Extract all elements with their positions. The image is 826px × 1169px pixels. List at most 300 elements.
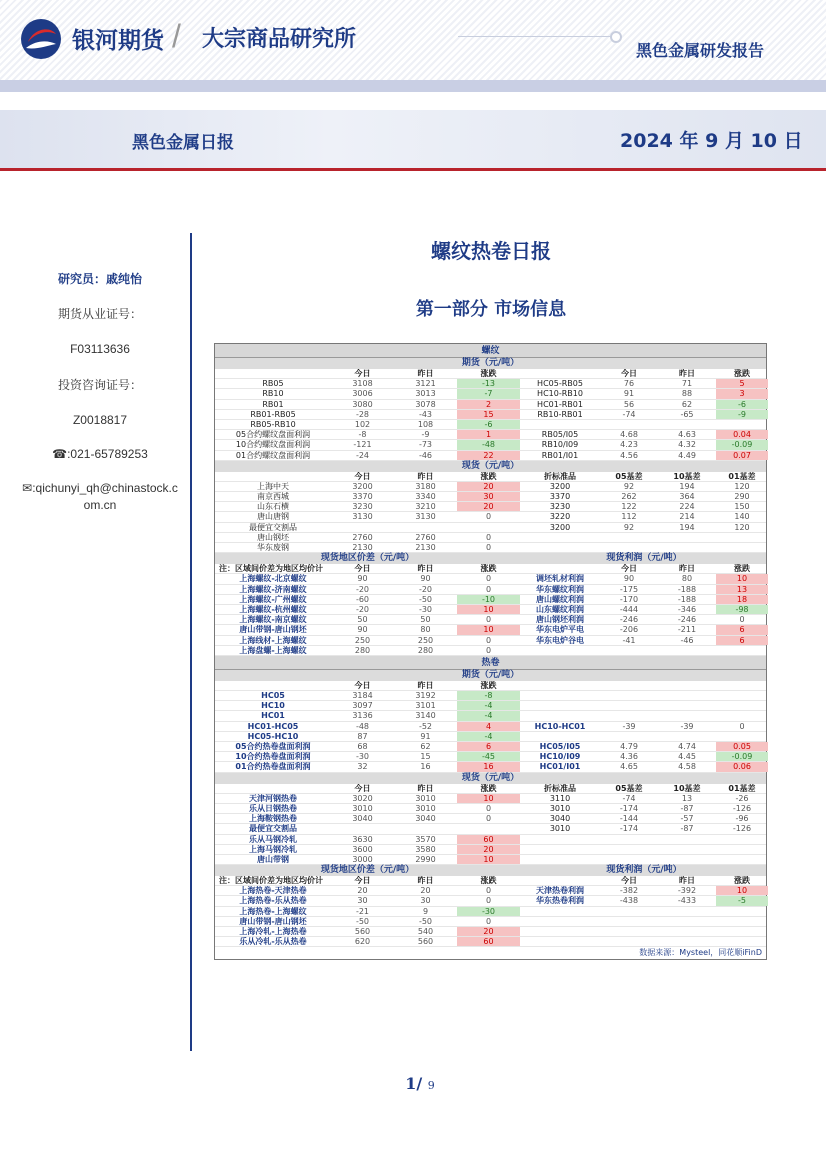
cell-value: -65 xyxy=(680,409,694,419)
table-row xyxy=(215,937,766,947)
header-row: 注：区域间价差为地区均价计 今日 昨日 涨跌 今日 昨日 涨跌 xyxy=(215,564,766,574)
cell-value: -8 xyxy=(457,691,520,700)
row-label: 乐从冷轧-乐从热卷 xyxy=(239,937,307,947)
cell-value: 4.45 xyxy=(678,752,696,762)
cell-value: 3006 xyxy=(352,389,373,399)
row-label: 上海盘螺-上海螺纹 xyxy=(239,645,307,655)
cell-value xyxy=(658,835,716,844)
row-label xyxy=(520,907,600,916)
rebar-spot-rows xyxy=(215,482,766,553)
cell-value: 3200 xyxy=(352,481,373,491)
cell-value xyxy=(658,937,716,946)
cell-value xyxy=(600,533,658,542)
table-row xyxy=(215,762,766,772)
cell-value: 122 xyxy=(621,502,637,512)
cell-value: 280 xyxy=(354,645,371,655)
vertical-divider xyxy=(190,233,192,1051)
cell-value xyxy=(658,907,716,916)
cell-value xyxy=(716,646,768,655)
section-hc-spread-profit: 现货地区价差（元/吨） 现货利润（元/吨） xyxy=(215,865,766,876)
cell-value: 0 xyxy=(485,574,492,584)
cell-value: -170 xyxy=(619,594,639,604)
cell-value: -74 xyxy=(622,409,636,419)
cell-value: 10 xyxy=(457,625,520,634)
cell-value xyxy=(600,835,658,844)
cell-value: -4 xyxy=(457,701,520,710)
cell-value: 15 xyxy=(457,410,520,419)
cell-value: 10 xyxy=(716,886,768,895)
row-label: 上海冷轧-上海热卷 xyxy=(239,927,307,936)
row-label: HC10 xyxy=(261,701,285,711)
row-label: 华东热卷利润 xyxy=(536,896,584,906)
cell-value: 90 xyxy=(357,625,368,635)
row-label: 3010 xyxy=(549,803,571,813)
cell-value xyxy=(716,543,768,552)
cell-value: 15 xyxy=(420,752,431,762)
cell-value: -60 xyxy=(355,594,370,604)
cell-value: 280 xyxy=(417,645,434,655)
table-row xyxy=(215,512,766,522)
cell-value: 3192 xyxy=(415,691,436,701)
cell-value xyxy=(600,420,658,429)
cell-value: 50 xyxy=(420,615,431,625)
row-label xyxy=(520,691,600,700)
cell-value: 3210 xyxy=(415,502,436,512)
table-row xyxy=(215,523,766,533)
cell-value: 6 xyxy=(716,636,768,645)
cell-value: -20 xyxy=(418,584,433,594)
cell-value: 2760 xyxy=(415,532,436,542)
row-label: 上海中天 xyxy=(257,481,289,491)
hc-spot-rows xyxy=(215,794,766,865)
row-label: RB01 xyxy=(262,399,284,409)
table-row xyxy=(215,595,766,605)
table-row xyxy=(215,691,766,701)
cell-value: -28 xyxy=(355,409,370,419)
cell-value: -46 xyxy=(418,450,433,460)
row-label xyxy=(520,937,600,946)
cell-value xyxy=(600,927,658,936)
cell-value: 0.05 xyxy=(716,742,768,751)
cell-value: 10 xyxy=(457,794,520,803)
cell-value: 3078 xyxy=(415,399,436,409)
cell-value xyxy=(658,420,716,429)
table-row xyxy=(215,389,766,399)
cell-value: 112 xyxy=(621,512,637,522)
cell-value: 224 xyxy=(679,502,695,512)
cell-value: 4.32 xyxy=(678,440,696,450)
table-row xyxy=(215,927,766,937)
cell-value: 3040 xyxy=(415,814,436,824)
cell-value xyxy=(600,543,658,552)
cell-value xyxy=(658,701,716,710)
cell-value: -6 xyxy=(716,400,768,409)
row-label: 3040 xyxy=(549,814,571,824)
cell-value: 3000 xyxy=(352,854,373,864)
cell-value: 2760 xyxy=(352,532,373,542)
cell-value: -4 xyxy=(457,711,520,720)
cell-value: 9 xyxy=(422,906,429,916)
cell-value xyxy=(716,691,768,700)
cell-value: 262 xyxy=(621,492,637,502)
table-row xyxy=(215,625,766,635)
table-row xyxy=(215,430,766,440)
cell-value: 32 xyxy=(357,762,368,772)
row-label: 天津热卷利润 xyxy=(536,886,584,896)
cell-value: 560 xyxy=(417,937,434,947)
cell-value: 250 xyxy=(417,635,434,645)
cell-value: 0 xyxy=(739,615,745,625)
cell-value: 16 xyxy=(457,762,520,771)
section-hc-spot: 现货（元/吨） xyxy=(215,773,766,784)
row-label: 华东螺纹利润 xyxy=(536,584,584,594)
section-hc-futures: 期货（元/吨） xyxy=(215,670,766,681)
cell-value xyxy=(394,523,457,532)
row-label xyxy=(520,845,600,854)
row-label: 3200 xyxy=(549,481,571,491)
row-label: 上海螺纹-广州螺纹 xyxy=(239,594,307,604)
table-row xyxy=(215,835,766,845)
cell-value: -0.09 xyxy=(716,440,768,449)
row-label: 上海热卷-天津热卷 xyxy=(239,886,307,896)
cell-value: -87 xyxy=(680,824,694,834)
cell-value: 62 xyxy=(420,742,431,751)
table-row xyxy=(215,845,766,855)
cell-value: 0 xyxy=(485,803,492,813)
row-label: RB10 xyxy=(262,389,284,399)
cell-value: 3010 xyxy=(352,803,373,813)
cell-value: 108 xyxy=(417,419,434,429)
cell-value: 0 xyxy=(485,543,492,552)
table-row xyxy=(215,711,766,721)
cell-value xyxy=(600,701,658,710)
header-divider: / xyxy=(172,18,181,54)
cell-value: 56 xyxy=(623,399,635,409)
cell-value: 3580 xyxy=(415,844,436,854)
cell-value: -26 xyxy=(735,793,749,803)
cell-value xyxy=(600,907,658,916)
row-label: HC10-HC01 xyxy=(534,721,586,731)
email-line-1[interactable]: ✉:qichunyi_qh@chinastock.c xyxy=(22,481,178,495)
row-label: 唐山螺纹利润 xyxy=(536,594,584,604)
email-line-2[interactable]: om.cn xyxy=(83,498,117,512)
table-row xyxy=(215,615,766,625)
table-row xyxy=(215,451,766,461)
cell-value: 3230 xyxy=(352,502,373,512)
cell-value xyxy=(716,835,768,844)
cell-value xyxy=(658,732,716,741)
cell-value: 2130 xyxy=(352,543,373,552)
cell-value xyxy=(600,917,658,926)
table-row xyxy=(215,646,766,656)
cell-value: 3108 xyxy=(352,379,373,389)
cell-value: 194 xyxy=(679,481,695,491)
cell-value: -126 xyxy=(732,803,752,813)
cell-value: 3340 xyxy=(415,492,436,502)
cell-value: 3121 xyxy=(415,379,436,389)
row-label: HC05 xyxy=(261,691,285,701)
cell-value: 3130 xyxy=(415,512,436,522)
cell-value: 0 xyxy=(739,721,745,731)
cell-value: 0 xyxy=(485,645,492,655)
cell-value: -74 xyxy=(622,793,636,803)
cell-value: -39 xyxy=(680,721,694,731)
cell-value: 102 xyxy=(354,419,371,429)
row-label: 01合约螺纹盘面利润 xyxy=(235,450,311,460)
row-label: HC05-RB05 xyxy=(537,379,583,389)
cell-value: -39 xyxy=(622,721,636,731)
researcher-info xyxy=(20,270,180,512)
cell-value: -50 xyxy=(418,916,433,926)
cell-value: 0.07 xyxy=(716,451,768,460)
row-label: HC01 xyxy=(261,711,285,721)
cell-value: 3097 xyxy=(352,701,373,711)
cell-value: -48 xyxy=(457,440,520,449)
cell-value: 3630 xyxy=(352,834,373,844)
table-row xyxy=(215,636,766,646)
row-label: 上海螺纹-杭州螺纹 xyxy=(239,604,307,614)
table-row xyxy=(215,886,766,896)
cell-value xyxy=(331,523,394,532)
row-label: 唐山带钢-唐山钢坯 xyxy=(239,916,307,926)
cell-value: 4.23 xyxy=(620,440,638,450)
row-label: 上海热卷-乐从热卷 xyxy=(239,896,307,906)
cell-value: 290 xyxy=(734,492,750,502)
row-label: 山东石横 xyxy=(257,502,289,512)
phone: ☎:021-65789253 xyxy=(52,447,148,461)
cell-value: -392 xyxy=(677,886,697,896)
row-label: RB05 xyxy=(262,379,284,389)
cell-value: 2 xyxy=(457,400,520,409)
row-label xyxy=(520,420,600,429)
cell-value: -433 xyxy=(677,896,697,906)
cell-value: 0 xyxy=(485,615,492,625)
row-label: RB05-RB10 xyxy=(250,419,296,429)
cell-value xyxy=(600,646,658,655)
row-label: 调坯轧材利润 xyxy=(536,574,584,584)
cell-value: 50 xyxy=(357,615,368,625)
row-label: 唐山钢坯利润 xyxy=(536,615,584,625)
table-row xyxy=(215,379,766,389)
cell-value: -48 xyxy=(355,721,370,731)
cell-value: 3080 xyxy=(352,399,373,409)
cell-value: -144 xyxy=(619,814,639,824)
table-row xyxy=(215,824,766,834)
row-label: RB10-RB01 xyxy=(537,409,583,419)
data-source: 数据来源：Mysteel，同花顺iFinD xyxy=(639,948,762,958)
cell-value xyxy=(331,824,394,833)
table-row xyxy=(215,732,766,742)
row-label xyxy=(520,646,600,655)
cell-value: 30 xyxy=(420,896,431,906)
cell-value: 0 xyxy=(485,896,492,906)
row-label: 乐从马钢冷轧 xyxy=(249,834,297,844)
row-label: 上海螺纹-南京螺纹 xyxy=(239,615,307,625)
cell-value: 540 xyxy=(417,927,434,936)
cell-value: -0.09 xyxy=(716,752,768,761)
hc-futures-rows xyxy=(215,691,766,773)
row-label xyxy=(520,732,600,741)
cell-value: 80 xyxy=(681,574,693,584)
cell-value: 4.68 xyxy=(620,430,638,440)
cell-value: -30 xyxy=(457,907,520,916)
row-label: 华东废钢 xyxy=(257,543,289,552)
cell-value: 194 xyxy=(679,522,695,532)
row-label: HC05-HC10 xyxy=(247,731,299,741)
cell-value: 4.74 xyxy=(678,742,696,751)
row-label: HC05/I05 xyxy=(539,742,581,751)
cell-value: 90 xyxy=(420,574,431,584)
cell-value: -21 xyxy=(355,906,370,916)
row-label: 3110 xyxy=(549,793,571,803)
table-row xyxy=(215,574,766,584)
row-label: 3230 xyxy=(549,502,571,512)
cell-value: -9 xyxy=(716,410,768,419)
section-rebar-futures: 期货（元/吨） xyxy=(215,358,766,369)
cell-value: 3013 xyxy=(415,389,436,399)
row-label xyxy=(520,855,600,864)
cell-value: 92 xyxy=(623,522,635,532)
cell-value xyxy=(716,701,768,710)
cell-value: -20 xyxy=(355,584,370,594)
cell-value: -73 xyxy=(418,440,433,450)
cell-value: 62 xyxy=(681,399,693,409)
row-label: 上海热卷-上海螺纹 xyxy=(239,906,307,916)
rebar-futures-rows xyxy=(215,379,766,461)
cell-value: 0 xyxy=(485,814,492,824)
cell-value: 20 xyxy=(420,886,431,896)
banner-title: 黑色金属日报 xyxy=(132,133,234,153)
cell-value xyxy=(716,927,768,936)
table-row xyxy=(215,482,766,492)
cell-value: 120 xyxy=(734,481,750,491)
cell-value: -206 xyxy=(619,625,639,635)
cell-value: 76 xyxy=(623,379,635,389)
cell-value: 3140 xyxy=(415,711,436,721)
table-row xyxy=(215,492,766,502)
cell-value: 18 xyxy=(716,595,768,604)
cell-value xyxy=(658,646,716,655)
cell-value: 22 xyxy=(457,451,520,460)
row-label: 3370 xyxy=(549,492,571,502)
cell-value: 60 xyxy=(457,835,520,844)
cell-value: 214 xyxy=(679,512,695,522)
cell-value: 3010 xyxy=(415,793,436,803)
cell-value: 71 xyxy=(681,379,693,389)
cell-value: -246 xyxy=(677,615,697,625)
report-header xyxy=(0,0,826,80)
futures-cert-label: 期货从业证号： xyxy=(57,307,142,321)
cell-value: -188 xyxy=(677,594,697,604)
table-row xyxy=(215,855,766,865)
cell-value xyxy=(716,917,768,926)
cell-value: 91 xyxy=(420,731,431,741)
row-label: 天津河钢热卷 xyxy=(249,793,297,803)
row-label xyxy=(520,711,600,720)
page-title: 螺纹热卷日报 xyxy=(431,239,551,263)
cell-value: 3040 xyxy=(352,814,373,824)
cell-value xyxy=(658,543,716,552)
cell-value: 3184 xyxy=(352,691,373,701)
cell-value: 20 xyxy=(457,845,520,854)
row-label: HC01/I01 xyxy=(539,762,581,772)
cell-value: 91 xyxy=(623,389,635,399)
cell-value xyxy=(600,711,658,720)
cell-value xyxy=(716,845,768,854)
cell-value: -438 xyxy=(619,896,639,906)
cell-value: 620 xyxy=(354,937,371,947)
header-row: 今日 昨日 涨跌 今日 昨日 涨跌 xyxy=(215,369,766,379)
cell-value: 13 xyxy=(716,585,768,594)
cell-value: 3101 xyxy=(415,701,436,711)
cell-value: 92 xyxy=(623,481,635,491)
cell-value: -87 xyxy=(680,803,694,813)
cell-value: 4.79 xyxy=(620,742,638,751)
cell-value: 0.06 xyxy=(716,762,768,771)
cell-value: 10 xyxy=(457,605,520,614)
cell-value: 3020 xyxy=(352,793,373,803)
futures-cert: F03113636 xyxy=(70,342,130,356)
cell-value: 30 xyxy=(357,896,368,906)
invest-cert-label: 投资咨询证号： xyxy=(57,378,142,392)
section-rebar-spread-profit: 现货地区价差（元/吨） 现货利润（元/吨） xyxy=(215,553,766,564)
cell-value: 4.58 xyxy=(678,762,696,772)
row-label: 05合约螺纹盘面利润 xyxy=(235,430,311,440)
cell-value: 3600 xyxy=(352,844,373,854)
cell-value xyxy=(716,855,768,864)
row-label: 南京西城 xyxy=(257,492,289,502)
row-label: 3010 xyxy=(549,824,571,834)
cell-value: 364 xyxy=(679,492,695,502)
cell-value: -96 xyxy=(735,814,749,824)
table-row xyxy=(215,896,766,906)
cell-value: -121 xyxy=(353,440,372,450)
cell-value: -4 xyxy=(457,732,520,741)
hc-spread-rows xyxy=(215,886,766,947)
cell-value: -52 xyxy=(418,721,433,731)
row-label xyxy=(520,917,600,926)
cell-value xyxy=(716,907,768,916)
cell-value: 60 xyxy=(457,937,520,946)
cell-value: -57 xyxy=(680,814,694,824)
row-label: 山东螺纹利润 xyxy=(536,604,584,614)
institute-name: 大宗商品研究所 xyxy=(202,27,357,52)
row-label: RB01-RB05 xyxy=(250,409,296,419)
row-label: 3200 xyxy=(549,522,571,532)
table-row xyxy=(215,907,766,917)
cell-value: -7 xyxy=(457,389,520,398)
cell-value: -13 xyxy=(457,379,520,388)
cell-value xyxy=(658,711,716,720)
galaxy-logo-icon xyxy=(20,18,62,60)
row-label: 上海螺纹-济南螺纹 xyxy=(239,584,307,594)
header-row: 今日 昨日 涨跌 折标准品 05基差 10基差 01基差 xyxy=(215,472,766,482)
row-label: 10合约螺纹盘面利润 xyxy=(235,440,311,450)
cell-value: -174 xyxy=(619,803,639,813)
cell-value: -43 xyxy=(418,409,433,419)
table-row xyxy=(215,917,766,927)
cell-value: 87 xyxy=(357,731,368,741)
cell-value: -6 xyxy=(457,420,520,429)
row-label xyxy=(520,533,600,542)
table-row xyxy=(215,701,766,711)
table-row xyxy=(215,410,766,420)
cell-value: 250 xyxy=(354,635,371,645)
cell-value: -8 xyxy=(358,430,367,440)
row-label: 乐从日钢热卷 xyxy=(249,803,297,813)
row-label: 华东电炉谷电 xyxy=(536,635,584,645)
cell-value: -9 xyxy=(421,430,430,440)
